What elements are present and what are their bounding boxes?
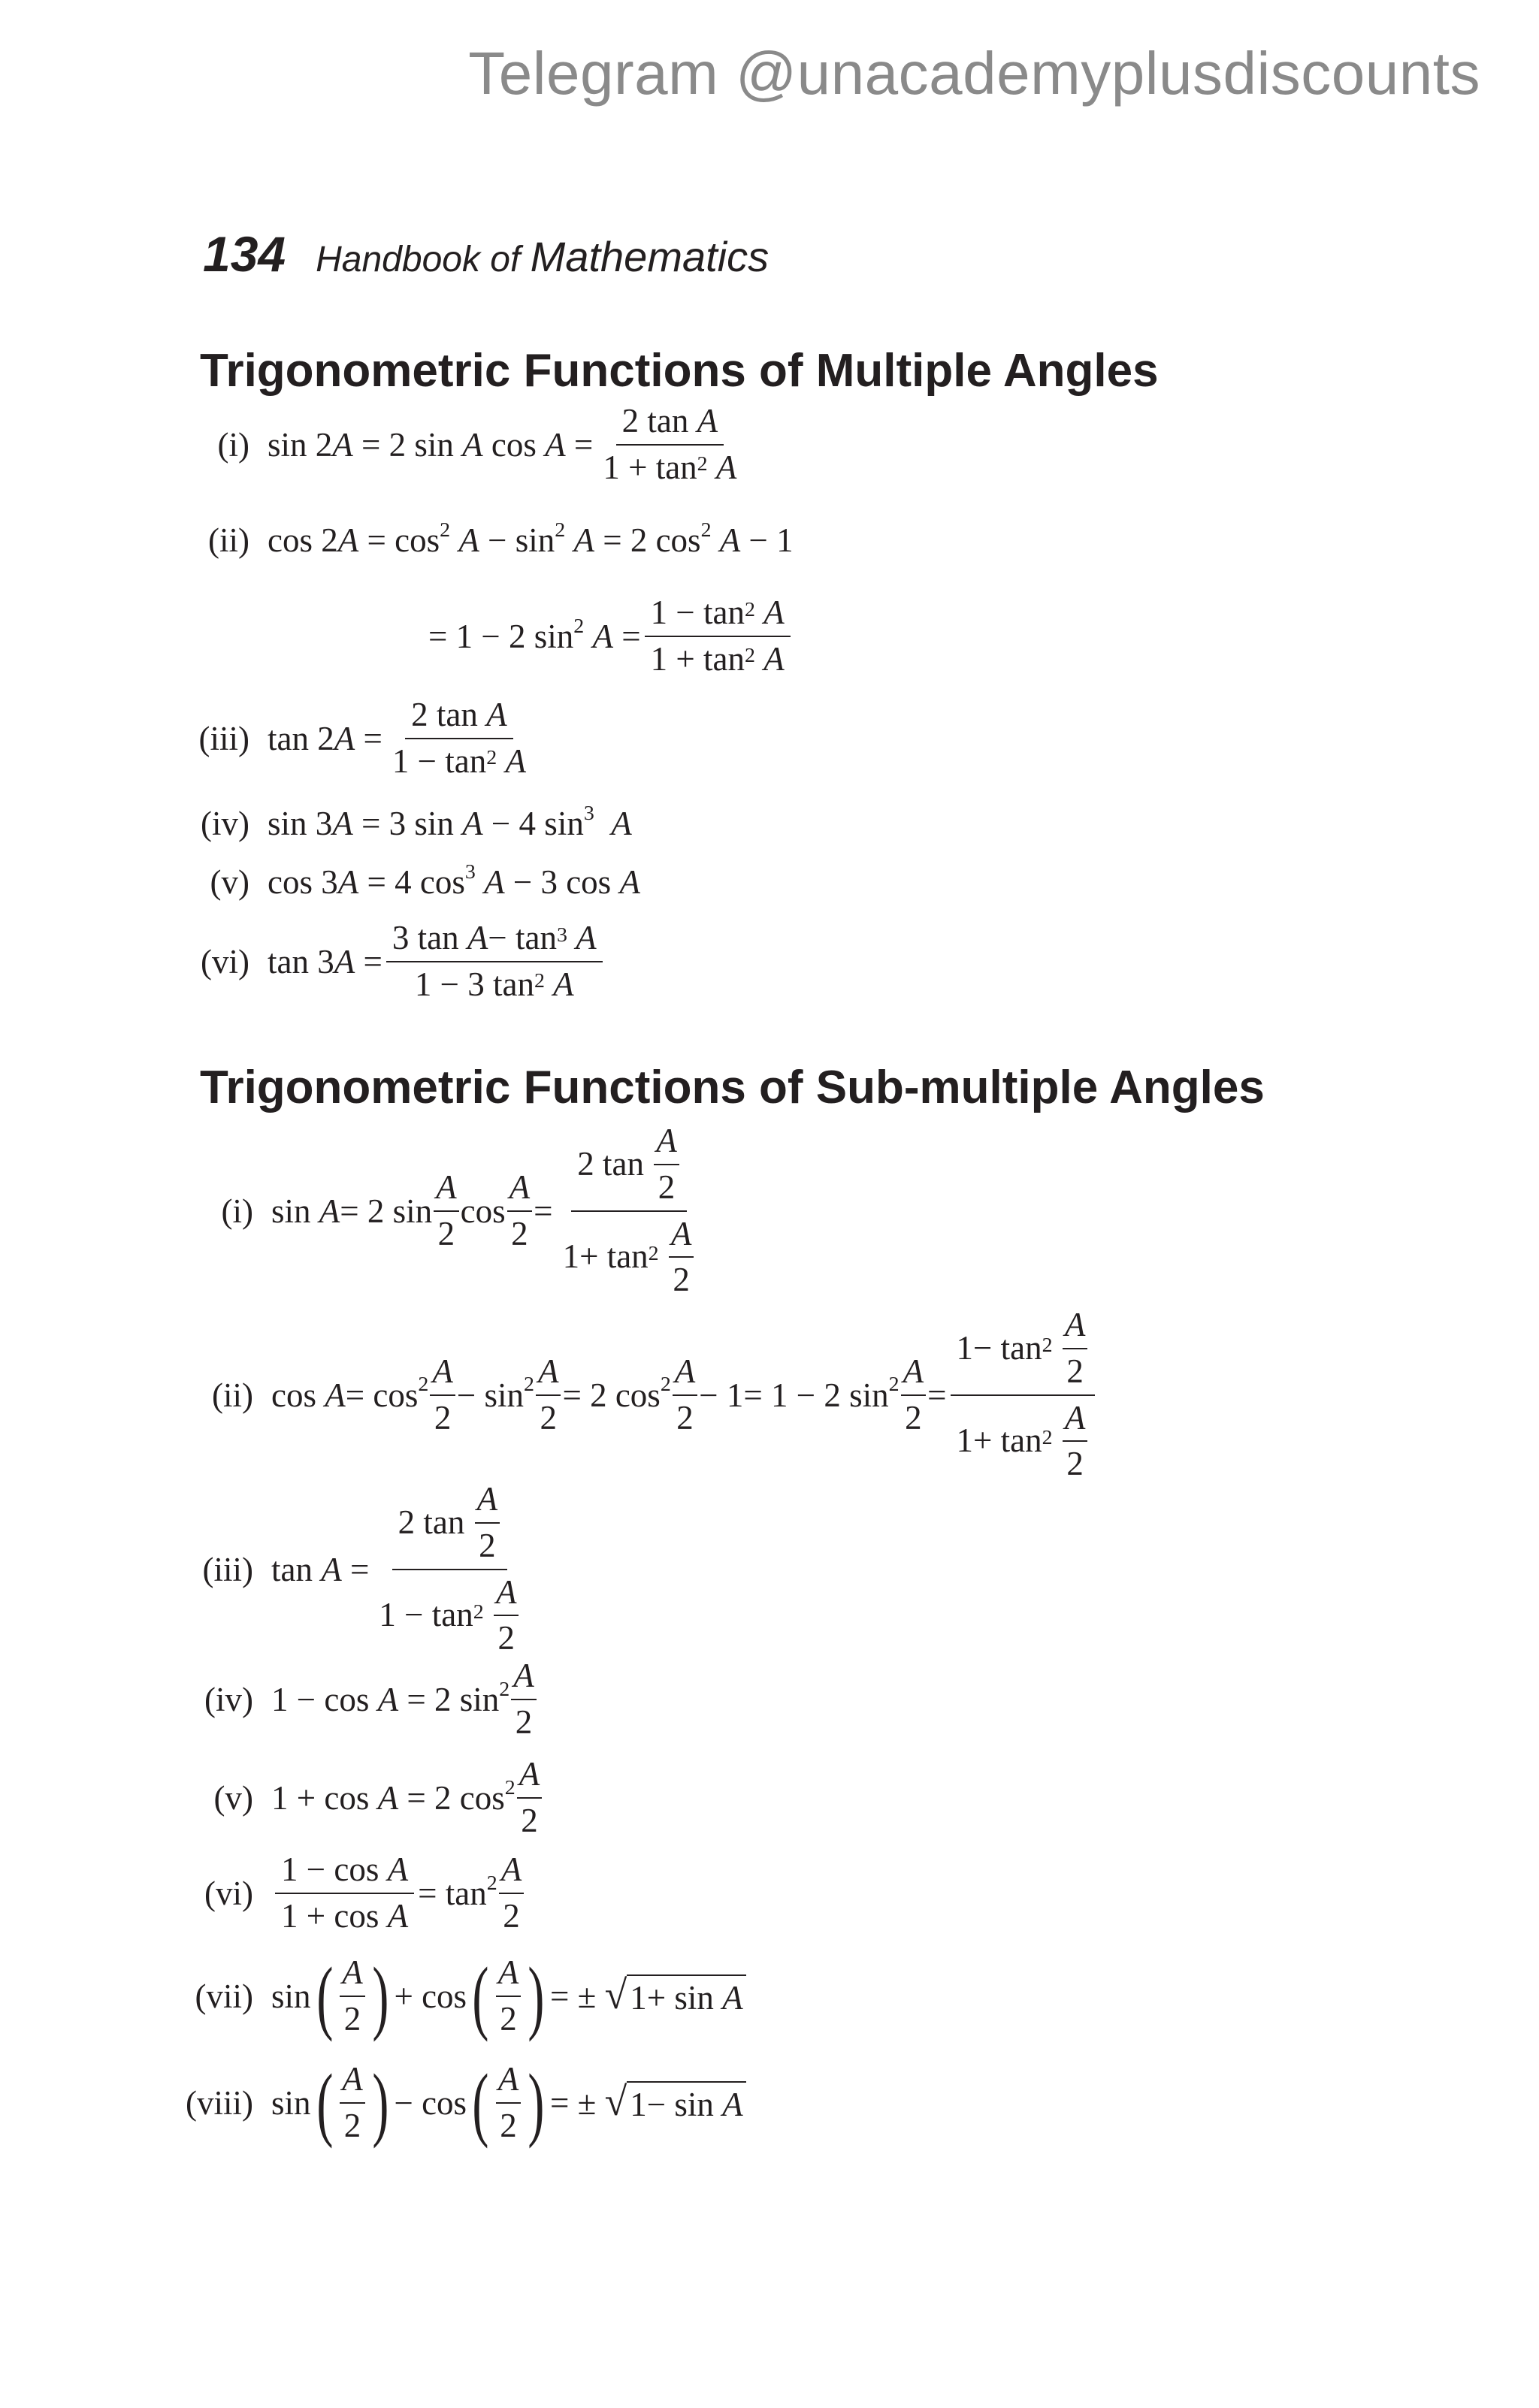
book-title-main: Mathematics [530, 233, 770, 280]
book-title-prefix: Handbook of [316, 240, 531, 279]
formula-number: (ii) [208, 521, 249, 559]
formula-tan-a: (iii) tan A = 2 tan $\frac{A}{2}$ 1 − tan $^2$ $\frac{A}{2}$ [144, 1480, 530, 1658]
formula-sin-plus-cos-half: (vii) sin ( $\frac{A}{2}$ ) + cos ( $\frac{A}{2}$ ) = ± √ 1+ sin A [144, 1953, 746, 2039]
formula-number: (vi) [201, 942, 249, 980]
formula-cos-3a: (v) cos 3A = 4 $\cos^3 A - 3$ cos A [144, 863, 640, 902]
formula-number: (vii) [195, 1977, 253, 2015]
formula-sin-3a: (iv) sin 3A = 3 sin A − 4 $\sin^3 A$ [144, 804, 632, 843]
formula-tan-2a: (iii) tan 2A = 2 tan A 1 − tan $^2$ A [144, 696, 536, 781]
formula-number: (vi) [204, 1874, 253, 1912]
formula-sin-minus-cos-half: (viii) sin ( $\frac{A}{2}$ ) − cos ( $\frac{A}{2}$ ) = ± √ 1− sin A [144, 2060, 746, 2146]
formula-number: (v) [213, 1778, 253, 1817]
book-title [316, 233, 770, 280]
formula-sin-a: (i) sin A= 2 sin $\frac{A}{2}$ cos $\frac{A}{2}$ = 2 tan $\frac{A}{2}$ 1+ tan $^2$ $\frac{A}{2}$ [144, 1122, 705, 1300]
formula-number: (i) [221, 1192, 253, 1230]
running-header [203, 225, 769, 282]
formula-number: (iii) [202, 1550, 253, 1588]
formula-cos-2a: (ii) $\cos 2A = \cos^2 A - \sin^2 A = 2$ $\cos^2 A - 1$ [144, 521, 794, 560]
formula-one-minus-cos-a: (iv) 1 − cos A = 2 $\sin^2$ $\frac{A}{2}$ [144, 1657, 538, 1742]
formula-number: (ii) [212, 1376, 253, 1414]
section-heading-sub-multiple-angles: Trigonometric Functions of Sub-multiple Angles [200, 1062, 1265, 1113]
formula-cos-2a-continued: = 1 − 2 $\sin^2 A$ = 1 − tan $^2$ A 1 + tan $^2$ A [428, 594, 794, 679]
formula-number: (iii) [198, 719, 249, 757]
formula-number: (viii) [186, 2083, 253, 2122]
formula-number: (v) [210, 863, 249, 901]
formula-one-plus-cos-a: (v) 1 + cos A = 2 $\cos^2$ $\frac{A}{2}$ [144, 1755, 543, 1841]
watermark: Telegram @unacademyplusdiscounts [468, 40, 1480, 107]
formula-cos-a: (ii) $\cos A= \cos^2$ $\frac{A}{2}$ − $\sin^2$ $\frac{A}{2}$ = 2 $\cos^2$ $\frac{A}{2}$ − 1= 1 − 2 $\sin^2$ $\frac{A}{2}$ = 1− tan $^2$ $\frac{A}{2}$ 1+ tan $^2$ $\frac{A}{2}$ [144, 1306, 1099, 1484]
section-heading-multiple-angles: Trigonometric Functions of Multiple Angles [200, 345, 1159, 397]
formula-ratio-tan-squared: (vi) 1 − cos A 1 + cos A = $\tan^2$ $\frac{A}{2}$ [144, 1851, 525, 1936]
formula-sin-2a: (i) sin 2A = 2 sin A cos A = 2 tan A 1 + tan $^2$ A [144, 402, 746, 488]
formula-number: (i) [217, 425, 249, 464]
page-number: 134 [203, 226, 286, 282]
formula-number: (iv) [201, 805, 249, 842]
formula-tan-3a: (vi) tan 3A = 3 tan A − tan $^3$ A 1 − 3 tan $^2$ A [144, 919, 606, 1005]
formula-number: (iv) [204, 1680, 253, 1718]
